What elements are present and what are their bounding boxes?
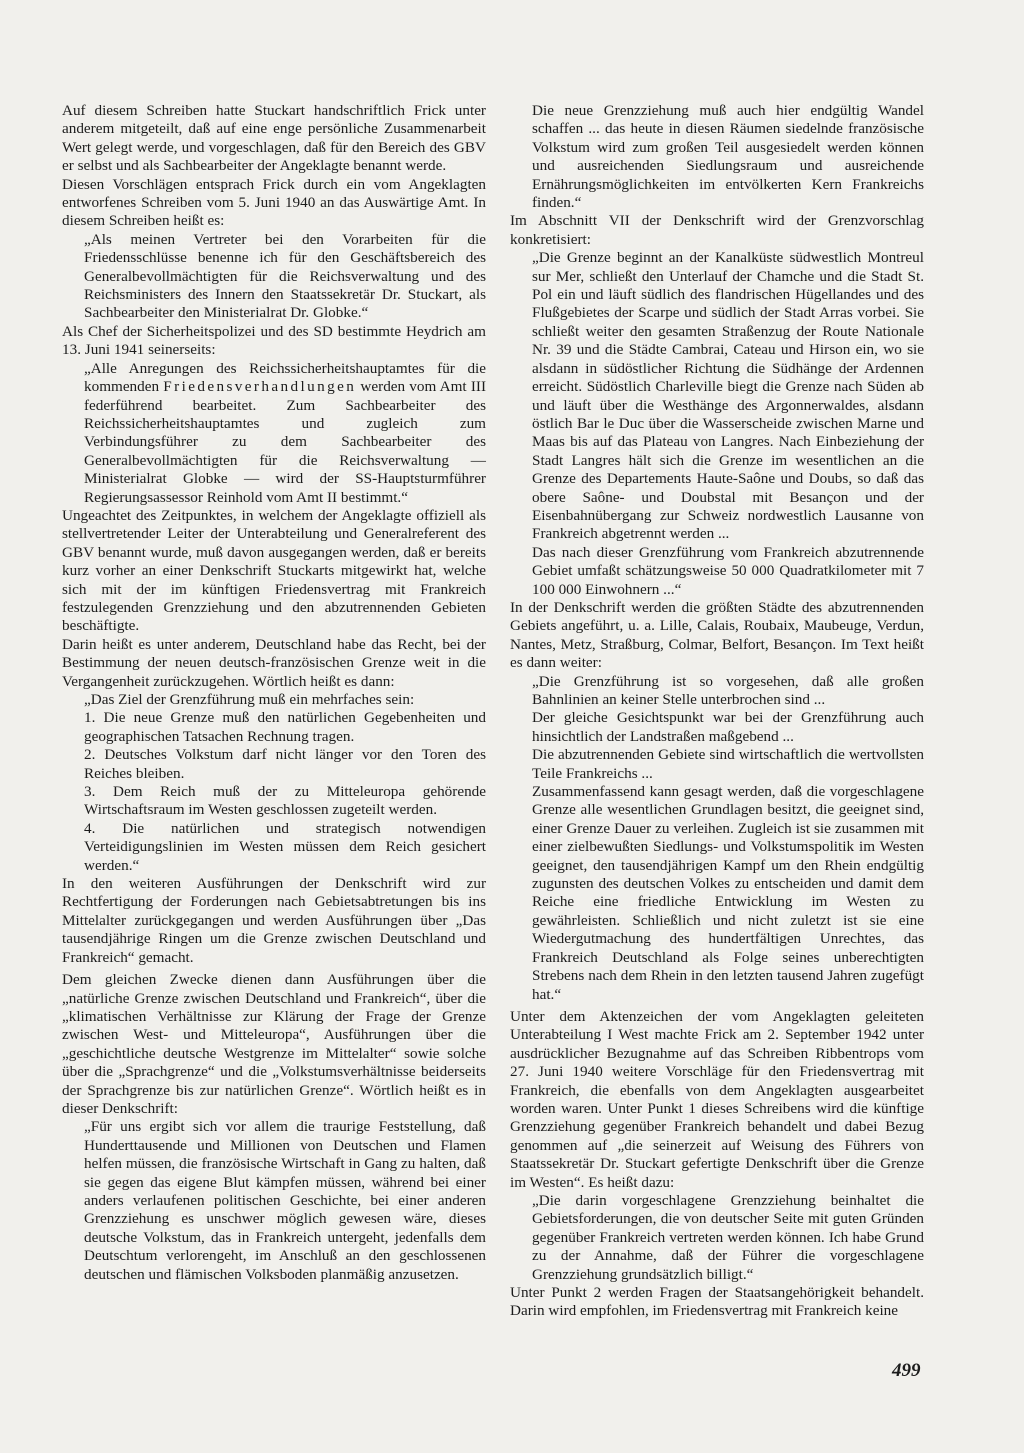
quote-paragraph xyxy=(62,360,486,507)
quote-paragraph: „Die Grenze beginnt an der Kanalküste südwestlich Montreul sur Mer, schließt den Unterlauf der Chamche und die Stadt St. Pol ein und läuft südlich des flandrischen Hügellandes und des Flußgebietes der Scarpe und südlich der Stadt Arras vorbei. Sie schließt weiter den gesamten Straßenzug der Route Nationale Nr. 39 und die Städte Cambrai, Cateau und Hirson ein, wo sie alsdann in südöstlicher Richtung die Südhänge der Ardennen erreicht. Südöstlich Charleville biegt die Grenze nach Süden ab und läuft über die Westhänge des Argonnerwaldes, alsdann östlich Bar le Duc über die Wasserscheide zwischen Marne und Maas bis auf das Plateau von Langres. Nach Einbeziehung der Stadt Langres hält sich die Grenze im wesentlichen an die Grenze des Departements Haute-Saône und Doubs, so daß das obere Saône- und Doubstal mit Besançon und der Eisenbahnübergang zur Schweiz nordwestlich Lausanne von Frankreich abgetrennt werden ... xyxy=(532,249,924,543)
left-text-column xyxy=(62,102,486,1284)
quote-list-item: 3. Dem Reich muß der zu Mitteleuropa gehörende Wirtschaftsraum im Westen geschlossen zugeteilt werden. xyxy=(84,783,486,819)
right-text-column xyxy=(510,102,924,1321)
quote-paragraph: „Die Grenzführung ist so vorgesehen, daß alle großen Bahnlinien an keiner Stelle unterbrochen sind ... xyxy=(532,672,924,708)
quote-paragraph: Das nach dieser Grenzführung vom Frankreich abzutrennende Gebiet umfaßt schätzungsweise 50 000 Quadratkilometer mit 7 100 000 Einwohnern ...“ xyxy=(532,543,924,598)
paragraph: Unter dem Aktenzeichen der vom Angeklagten geleiteten Unterabteilung I West machte Frick am 2. September 1942 unter ausdrücklicher Bezugnahme auf das Schreiben Ribbentrops vom 27. Juni 1940 weitere Vorschläge für den Friedensvertrag mit Frankreich, die ebenfalls von dem Angeklagten ausgearbeitet worden waren. Unter Punkt 1 dieses Schreibens wird die künftige Grenzziehung gegenüber Frankreich behandelt und dabei Bezug genommen auf „die seinerzeit auf Weisung des Führers von Staatssekretär Dr. Stuckart gefertigte Denkschrift über die Grenze im Westen“. Es heißt dazu: xyxy=(510,1007,924,1191)
quote-paragraph: „Die darin vorgeschlagene Grenzziehung beinhaltet die Gebietsforderungen, die von deutscher Seite mit guten Gründen gegenüber Frankreich vertreten werden können. Ich habe Grund zu der Annahme, daß der Führer die vorgeschlagene Grenzziehung grundsätzlich billigt.“ xyxy=(532,1191,924,1283)
quote-paragraph: Zusammenfassend kann gesagt werden, daß die vorgeschlagene Grenze alle wesentlichen Grundlagen besitzt, die geeignet sind, einer Grenze Dauer zu verleihen. Zugleich ist sie zusammen mit einer zielbewußten Siedlungs- und Volkstumspolitik im Westen geeignet, den tausendjährigen Kampf um den Rhein endgültig zugunsten des deutschen Volkes zu entscheiden und damit dem Reiche eine friedliche Entwicklung im Westen zu gewährleisten. Schließlich und nicht zuletzt ist sie eine Wiedergutmachung des hundertfältigen Unrechtes, das Frankreich Deutschland als Folge seines unberechtigten Strebens nach dem Rhein in den letzten tausend Jahren zugefügt hat.“ xyxy=(532,783,924,1003)
paragraph: Im Abschnitt VII der Denkschrift wird der Grenzvorschlag konkretisiert: xyxy=(510,212,924,248)
quote-list-item: 1. Die neue Grenze muß den natürlichen Gegebenheiten und geographischen Tatsachen Rechnung tragen. xyxy=(84,709,486,745)
paragraph: In der Denkschrift werden die größten Städte des abzutrennenden Gebiets angeführt, u. a. Lille, Calais, Roubaix, Maubeuge, Verdun, Nantes, Metz, Straßburg, Colmar, Belfort, Besançon. Im Text heißt es dann weiter: xyxy=(510,598,924,672)
quote-paragraph: Die neue Grenzziehung muß auch hier endgültig Wandel schaffen ... das heute in diesen Räumen siedelnde französische Volkstum wird zum großen Teil ausgesiedelt werden können und ausreichenden Siedlungsraum und ausreichende Ernährungsmöglichkeiten im entvölkerten Kern Frankreichs finden.“ xyxy=(532,102,924,212)
paragraph: Dem gleichen Zwecke dienen dann Ausführungen über die „natürliche Grenze zwischen Deutschland und Frankreich“, über die „klimatischen Verhältnisse zur Klärung der Frage der Grenze zwischen West- und Mitteleuropa“, Ausführungen über die „geschichtliche deutsche Westgrenze im Mittelalter“ sowie solche über die „Sprachgrenze“ und die „Volkstumsverhältnisse beiderseits der Sprachgrenze bis zur natürlichen Grenze“. Wörtlich heißt es in dieser Denkschrift: xyxy=(62,971,486,1117)
quote-list-item: 2. Deutsches Volkstum darf nicht länger vor den Toren des Reiches bleiben. xyxy=(84,746,486,782)
quote-paragraph: „Das Ziel der Grenzführung muß ein mehrfaches sein: xyxy=(84,691,415,708)
paragraph: Auf diesem Schreiben hatte Stuckart handschriftlich Frick unter anderem mitgeteilt, daß auf eine enge persönliche Zusammenarbeit Wert gelegt werde, und vorgeschlagen, daß für den Bereich des GBV er selbst und als Sachbearbeiter der Angeklagte benannt werde. xyxy=(62,102,486,175)
paragraph: Ungeachtet des Zeitpunktes, in welchem der Angeklagte offiziell als stellvertretender Leiter der Unterabteilung und Generalreferent des GBV benannt wurde, muß davon ausgegangen werden, daß er bereits kurz vorher an einer Denkschrift Stuckarts mitgewirkt hat, welche sich mit der im künftigen Friedensvertrag mit Frankreich festzulegenden Grenzziehung und den abzutrennenden Gebieten beschäftigte. xyxy=(62,506,486,635)
quote-list-item: 4. Die natürlichen und strategisch notwendigen Verteidigungslinien im Westen müssen dem Reich gesichert werden.“ xyxy=(84,819,486,874)
quote-paragraph: Der gleiche Gesichtspunkt war bei der Grenzführung auch hinsichtlich der Landstraßen maßgebend ... xyxy=(532,709,924,745)
page-number: 499 xyxy=(892,1360,921,1381)
quote-text: „Alle Anregungen des Reichssicherheitshauptamtes für die kommenden xyxy=(84,359,486,396)
paragraph: Darin heißt es unter anderem, Deutschland habe das Recht, bei der Bestimmung der neuen deutsch-französischen Grenze weit in die Vergangenheit zurückzugehen. Wörtlich heißt es dann: xyxy=(62,635,486,690)
quote-paragraph: „Für uns ergibt sich vor allem die traurige Feststellung, daß Hunderttausende und Millionen von Deutschen und Flamen helfen müssen, die französische Wirtschaft in Gang zu halten, daß sie gegen das eigene Blut kämpfen müssen, während bei einer anders verlaufenen politischen Geschichte, bei einer anderen Grenzziehung es unschwer möglich gewesen wäre, dieses deutsche Volkstum, das in Frankreich untergeht, jedenfalls dem Deutschtum verlorengeht, im Anschluß an den geschlossenen deutschen und flämischen Volksboden planmäßig anzusetzen. xyxy=(84,1118,486,1283)
paragraph: Diesen Vorschlägen entsprach Frick durch ein vom Angeklagten entworfenes Schreiben vom 5. Juni 1940 an das Auswärtige Amt. In diesem Schreiben heißt es: xyxy=(62,175,486,230)
paragraph: In den weiteren Ausführungen der Denkschrift wird zur Rechtfertigung der Forderungen nach Gebietsabtretungen bis ins Mittelalter zurückgegangen und werden Ausführungen über „Das tausendjährige Ringen um die Grenze zwischen Deutschland und Frankreich“ gemacht. xyxy=(62,875,486,966)
quote-paragraph: „Als meinen Vertreter bei den Vorarbeiten für die Friedensschlüsse benenne ich für den Geschäftsbereich des Generalbevollmächtigten für die Reichsverwaltung und des Reichsministers des Innern den Staatssekretär Dr. Stuckart, als Sachbearbeiter den Ministerialrat Dr. Globke.“ xyxy=(84,230,486,322)
quote-paragraph: Die abzutrennenden Gebiete sind wirtschaftlich die wertvollsten Teile Frankreichs ... xyxy=(532,746,924,782)
spaced-emphasis-text: Friedensverhandlungen xyxy=(163,378,357,396)
paragraph: Unter Punkt 2 werden Fragen der Staatsangehörigkeit behandelt. Darin wird empfohlen, im Friedensvertrag mit Frankreich keine xyxy=(510,1284,924,1320)
paragraph: Als Chef der Sicherheitspolizei und des SD bestimmte Heydrich am 13. Juni 1941 seinerseits: xyxy=(62,322,486,359)
quote-text: werden vom Amt III federführend bearbeitet. Zum Sachbearbeiter des Reichssicherheitshauptamtes und zugleich zum Verbindungsführer zu dem Sachbearbeiter des Generalbevollmächtigten für die Reichsverwaltung — Ministerialrat Globke — wird der SS-Hauptsturmführer Regierungsassessor Reinhold vom Amt II bestimmt.“ xyxy=(84,378,487,506)
